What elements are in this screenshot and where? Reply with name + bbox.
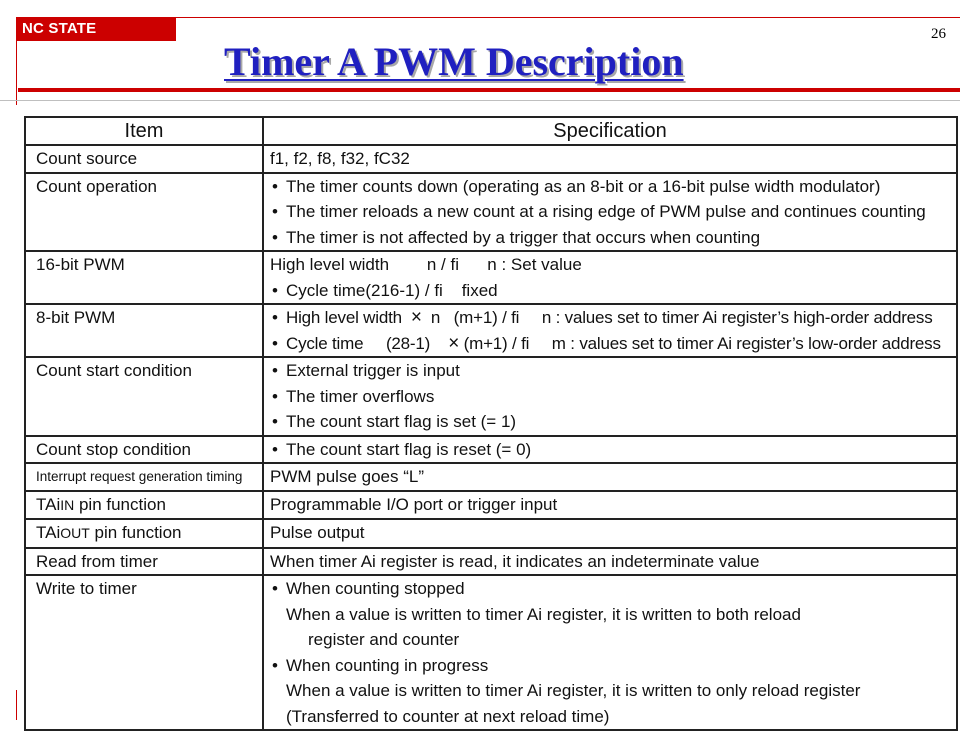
item-subscript: IN [60,496,75,513]
table-row [25,173,957,252]
table-row [25,575,957,730]
bullet-line: • Cycle time(216-1) / fi fixed [270,278,950,304]
bullet-line [270,331,950,357]
spec-text: When a value is written to timer Ai register, it is written to both reload [286,604,801,624]
row-spec [263,436,957,464]
item-text: TAi [36,494,61,514]
table-row [25,304,957,357]
logo-rest: UNIVERSITY [22,44,115,61]
spec-text: When a value is written to timer Ai register, it is written to only reload register [286,681,861,700]
times-icon: × [448,332,460,354]
row-item: 8-bit PWM [25,304,263,357]
bullet-line: • When counting in progress [270,653,950,679]
row-spec [263,575,957,730]
item-text: TAi [36,523,61,542]
spec-text: (m+1) / fi m : values set to timer Ai register’s low-order address [463,333,941,353]
times-icon: × [410,307,422,328]
bullet-line: • The timer counts down (operating as an 8-bit or a 16-bit pulse width modulator) [270,174,950,200]
table-row [25,436,957,464]
spec-text: register and counter [308,630,460,649]
row-spec [263,519,957,548]
spec-table [24,116,958,731]
slide-title: Timer A PWM Description [224,39,684,84]
row-item: Count operation [25,173,263,252]
bullet-line [270,305,950,331]
table-row [25,491,957,520]
spec-text: PWM pulse goes “L” [270,467,424,486]
table-row [25,519,957,548]
item-subscript: OUT [60,525,90,541]
spec-text: n (m+1) / fi n : values set to timer Ai register’s high-order address [430,308,933,327]
row-item: Read from timer [25,548,263,576]
page-number: 26 [931,26,946,42]
table-row [25,548,957,576]
spec-text: (Transferred to counter at next reload time) [286,706,610,726]
row-item [25,491,263,520]
left-divider-bottom [16,690,17,720]
bullet-line: • When counting stopped [270,576,950,602]
spec-text: Programmable I/O port or trigger input [270,494,558,514]
table-row [25,357,957,436]
row-spec [263,548,957,576]
spec-text: Cycle time (28-1) [286,333,431,353]
table-row [25,463,957,491]
row-item: Count source [25,145,263,173]
row-item: Count start condition [25,357,263,436]
column-header-item: Item [25,117,263,145]
bullet-line: • The count start flag is set (= 1) [270,409,950,435]
row-item: Interrupt request generation timing [25,463,263,491]
spec-text: f1, f2, f8, f32, fC32 [270,149,410,168]
row-item: Count stop condition [25,436,263,464]
row-spec [263,251,957,304]
row-item [25,519,263,548]
title-rule-thin [0,100,960,101]
bullet-line: • The timer overflows [270,384,950,410]
table-header-row [25,117,957,145]
spec-text: Pulse output [270,523,365,542]
column-header-specification: Specification [263,117,957,145]
row-spec [263,145,957,173]
row-item: 16-bit PWM [25,251,263,304]
logo-bold: NC STATE [22,20,97,37]
row-item: Write to timer [25,575,263,730]
table-row [25,145,957,173]
spec-text: High level width n / fi n : Set value [270,255,582,274]
row-spec [263,357,957,436]
item-text: pin function [89,523,182,542]
bullet-line: • The timer is not affected by a trigger that occurs when counting [270,225,950,251]
row-spec [263,304,957,357]
title-rule [18,88,960,92]
bullet-line: • External trigger is input [270,358,950,384]
item-text: pin function [74,494,166,514]
top-divider [176,17,960,18]
bullet-line: • The timer reloads a new count at a rising edge of PWM pulse and continues counting [270,199,950,225]
spec-text: High level width [286,308,402,327]
bullet-line: • The count start flag is reset (= 0) [270,437,950,463]
row-spec [263,491,957,520]
table-row [25,251,957,304]
row-spec [263,463,957,491]
spec-text: When timer Ai register is read, it indicates an indeterminate value [270,551,760,571]
row-spec [263,173,957,252]
